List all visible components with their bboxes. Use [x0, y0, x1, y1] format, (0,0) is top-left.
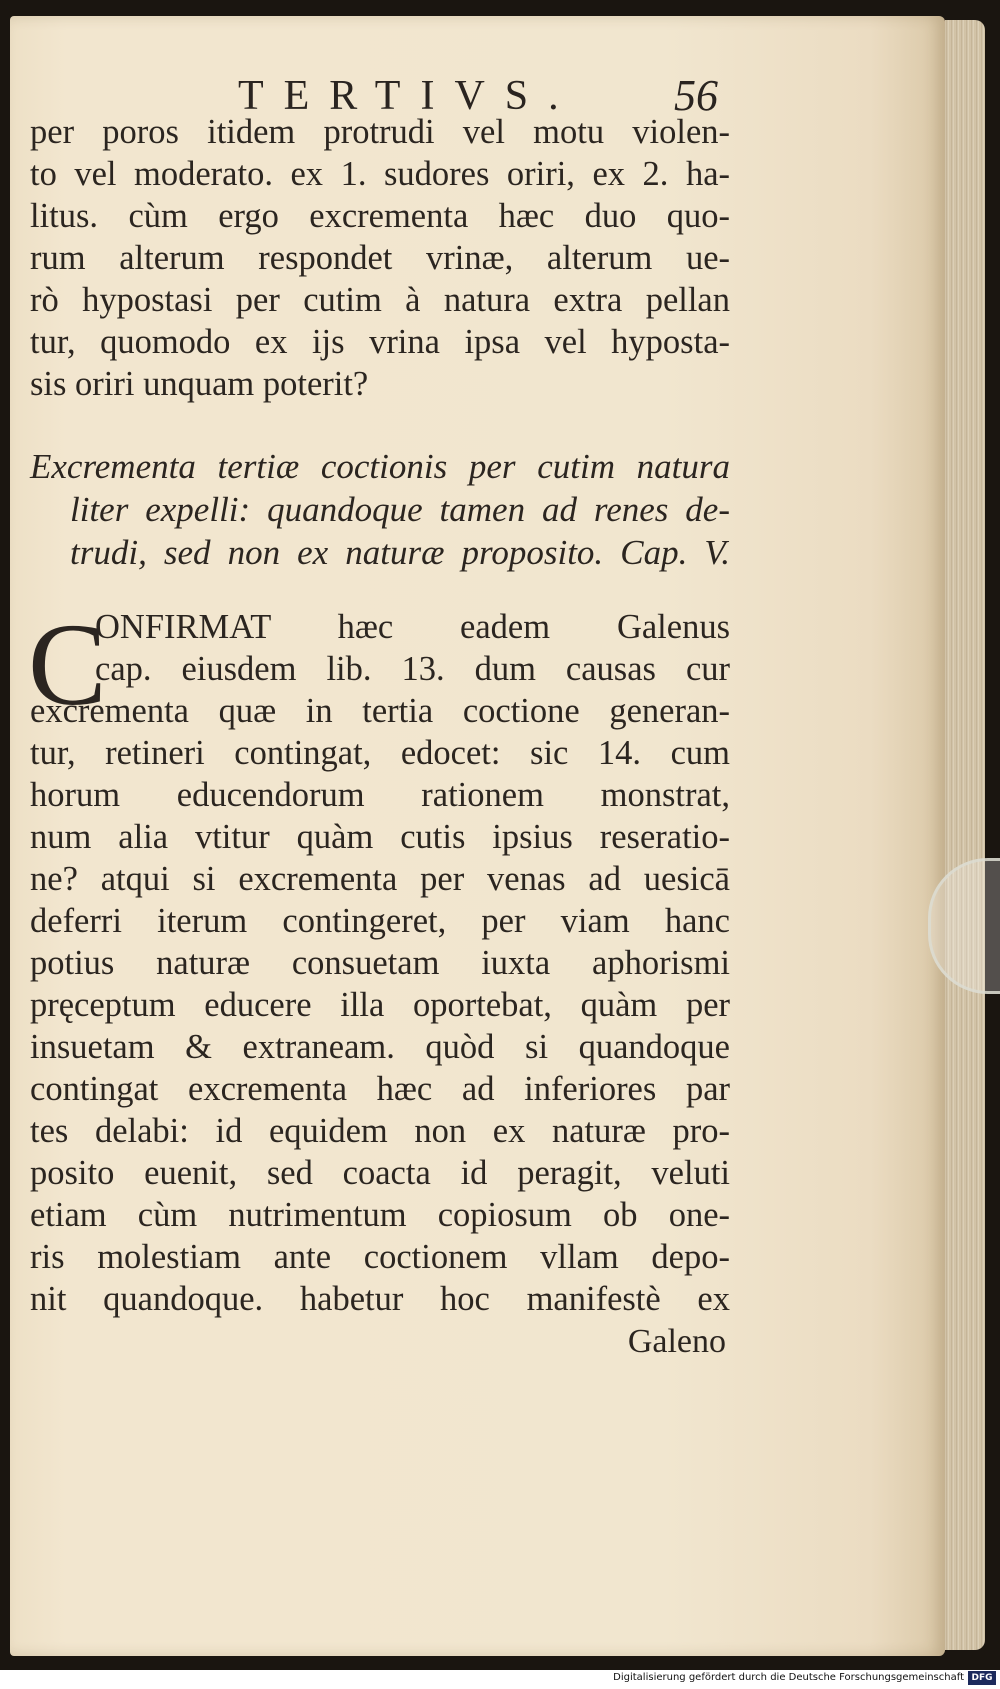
text-line: ris molestiam ante coctionem vllam depo-	[30, 1238, 730, 1276]
text-line: rò hypostasi per cutim à natura extra pellan	[30, 281, 730, 319]
text-line: rum alterum respondet vrinæ, alterum ue-	[30, 239, 730, 277]
text-line: contingat excrementa hæc ad inferiores par	[30, 1070, 730, 1108]
text-line: num alia vtitur quàm cutis ipsius reseratio-	[30, 818, 730, 856]
chapter-heading-line: trudi, sed non ex naturæ proposito. Cap. V.	[70, 533, 730, 572]
text-line: to vel moderato. ex 1. sudores oriri, ex 2. ha-	[30, 155, 730, 193]
page-edges	[945, 20, 985, 1650]
text-line: posito euenit, sed coacta id peragit, veluti	[30, 1154, 730, 1192]
footer-credit: Digitalisierung gefördert durch die Deutsche Forschungsgemeinschaft	[613, 1672, 964, 1683]
text-line: litus. cùm ergo excrementa hæc duo quo-	[30, 197, 730, 235]
text-line: nit quandoque. habetur hoc manifestè ex	[30, 1280, 730, 1318]
text-line: potius naturæ consuetam iuxta aphorismi	[30, 944, 730, 982]
text-line: tes delabi: id equidem non ex naturæ pro-	[30, 1112, 730, 1150]
text-line: tur, quomodo ex ijs vrina ipsa vel hyposta-	[30, 323, 730, 361]
page-number: 56	[674, 71, 718, 120]
text-line: cap. eiusdem lib. 13. dum causas cur	[95, 650, 730, 688]
text-line: ONFIRMAT hæc eadem Galenus	[95, 608, 730, 646]
dfg-logo: DFG	[968, 1671, 996, 1685]
text-line: per poros itidem protrudi vel motu violen-	[30, 113, 730, 151]
text-line: etiam cùm nutrimentum copiosum ob one-	[30, 1196, 730, 1234]
text-line: excrementa quæ in tertia coctione generan-	[30, 692, 730, 730]
text-line: deferri iterum contingeret, per viam hanc	[30, 902, 730, 940]
text-line: sis oriri unquam poterit?	[30, 365, 369, 403]
chapter-heading-line: liter expelli: quandoque tamen ad renes de-	[70, 490, 730, 529]
text-line: horum educendorum rationem monstrat,	[30, 776, 730, 814]
text-line: pręceptum educere illa oportebat, quàm per	[30, 986, 730, 1024]
text-line: ne? atqui si excrementa per venas ad uesicā	[30, 860, 730, 898]
chapter-heading-line: Excrementa tertiæ coctionis per cutim natura	[30, 447, 730, 486]
drop-cap: C	[28, 599, 107, 730]
catchword: Galeno	[627, 1323, 726, 1360]
running-head-title: TERTIVS.	[238, 73, 579, 119]
text-line: tur, retineri contingat, edocet: sic 14. cum	[30, 734, 730, 772]
text-line: insuetam & extraneam. quòd si quandoque	[30, 1028, 730, 1066]
